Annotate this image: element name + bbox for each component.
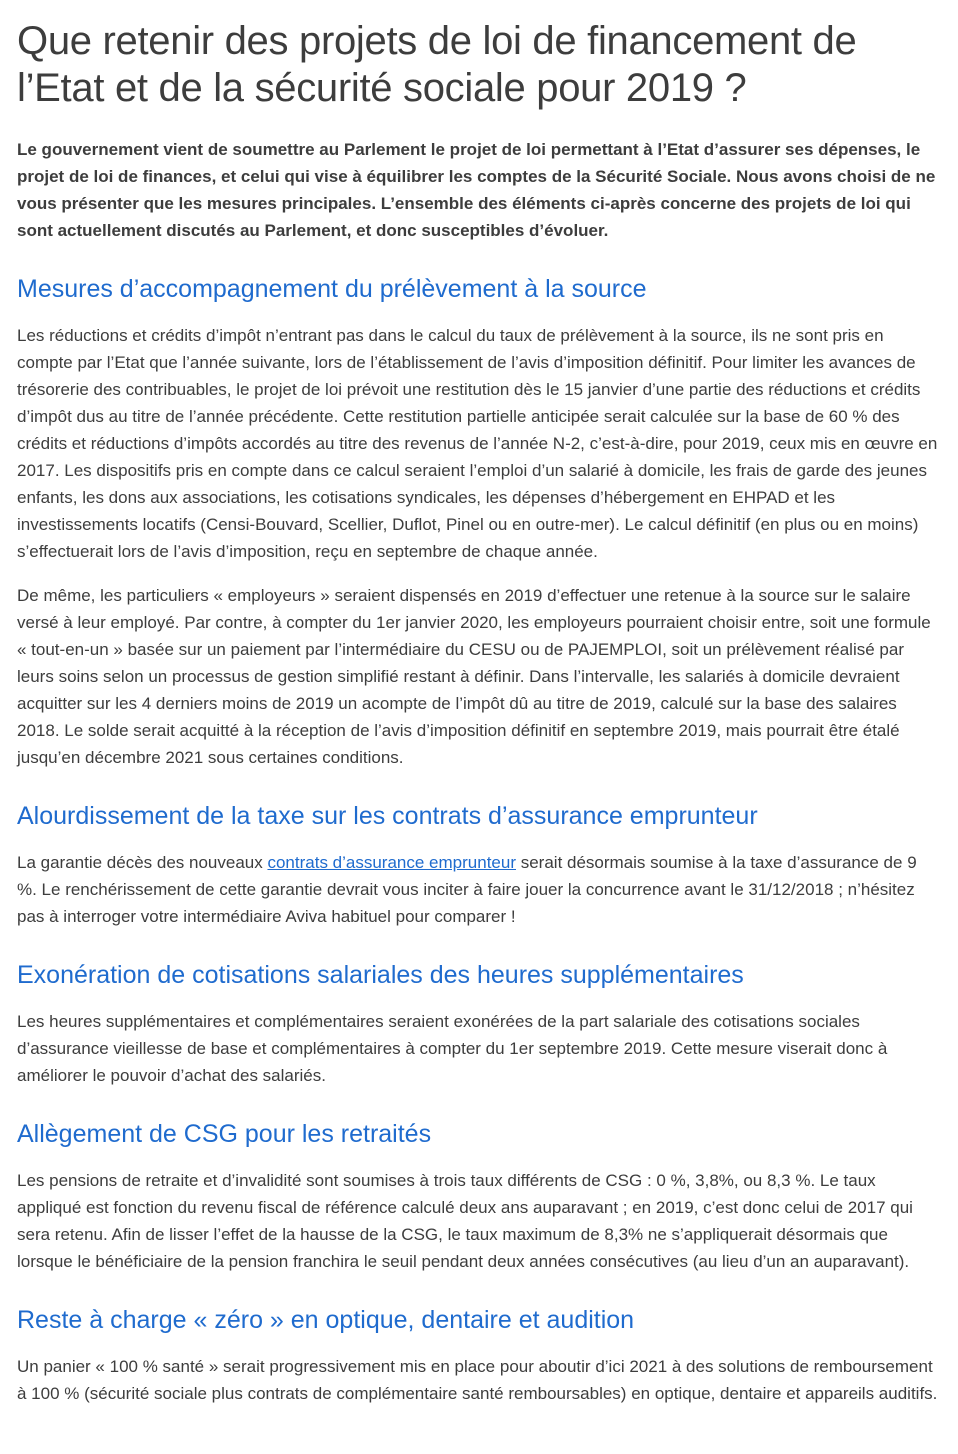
section-heading-allegement-csg: Allègement de CSG pour les retraités [17,1120,432,1149]
body-paragraph: De même, les particuliers « employeurs » seraient dispensés en 2019 d’effectuer une retenue à la source sur le salaire versé à leur employé. Par contre, à compter du 1er janvier 2020, les employeurs pourraient choisir entre, soit une formule « tout-en-un » basée sur un paiement par l’intermédiaire du CESU ou de PAJEMPLOI, soit un prélèvement réalisé par leurs soins selon un processus de gestion simplifié restant à définir. Dans l’intervalle, les salariés à domicile devraient acquitter sur les 4 derniers moins de 2019 un acompte de l’impôt dû au titre de 2019, calculé sur la base des salaires 2018. Le solde serait acquitté à la réception de l’avis d’imposition définitif en septembre 2019, mais pourrait être étalé jusqu’en décembre 2021 sous certaines conditions. [17,586,931,768]
body-paragraph: Un panier « 100 % santé » serait progressivement mis en place pour aboutir d’ici 2021 à des solutions de remboursement à 100 % (sécurité sociale plus contrats de complémentaire santé remboursables) en optique, dentaire et appareils auditifs. [17,1357,938,1404]
contrats-assurance-emprunteur-link[interactable]: contrats d’assurance emprunteur [267,853,516,873]
paragraph-text-after-link: serait désormais soumise à la taxe d’assurance de 9 %. Le renchérissement de cette garantie devrait vous inciter à faire jouer la concurrence avant le 31/12/2018 ; n’hésitez pas à interroger votre intermédiaire Aviva habituel pour comparer ! [17,853,917,927]
section-heading-prelevement-source: Mesures d’accompagnement du prélèvement à la source [17,275,647,304]
section-heading-taxe-assurance-emprunteur: Alourdissement de la taxe sur les contrats d’assurance emprunteur [17,802,758,831]
section-heading-exoneration-heures-sup: Exonération de cotisations salariales des heures supplémentaires [17,961,744,990]
intro-paragraph: Le gouvernement vient de soumettre au Parlement le projet de loi permettant à l’Etat d’assurer ses dépenses, le projet de loi de finances, et celui qui vise à équilibrer les comptes de la Sécurité Sociale. Nous avons choisi de ne vous présenter que les mesures principales. L’ensemble des éléments ci-après concerne des projets de loi qui sont actuellement discutés au Parlement, et donc susceptibles d’évoluer. [17,140,936,241]
paragraph-text-before-link: La garantie décès des nouveaux [17,853,268,873]
body-paragraph [17,849,941,930]
page-title: Que retenir des projets de loi de financement de l’Etat et de la sécurité sociale pour 2019 ? [17,19,857,111]
section-reste-a-charge-zero [17,1305,941,1407]
section-exoneration-heures-sup [17,960,941,1089]
section-allegement-csg [17,1119,941,1275]
section-heading-reste-a-charge-zero: Reste à charge « zéro » en optique, dentaire et audition [17,1306,635,1335]
section-prelevement-source [17,274,941,771]
body-paragraph: Les réductions et crédits d’impôt n’entrant pas dans le calcul du taux de prélèvement à la source, ils ne sont pris en compte par l’Etat que l’année suivante, lors de l’établissement de l’avis d’imposition définitif. Pour limiter les avances de trésorerie des contribuables, le projet de loi prévoit une restitution dès le 15 janvier d’une partie des réductions et crédits d’impôt dus au titre de l’année précédente. Cette restitution partielle anticipée serait calculée sur la base de 60 % des crédits et réductions d’impôts accordés au titre des revenus de l’année N-2, c’est-à-dire, pour 2019, ceux mis en œuvre en 2017. Les dispositifs pris en compte dans ce calcul seraient l’emploi d’un salarié à domicile, les frais de garde des jeunes enfants, les dons aux associations, les cotisations syndicales, les dépenses d’hébergement en EHPAD et les investissements locatifs (Censi-Bouvard, Scellier, Duflot, Pinel ou en outre-mer). Le calcul définitif (en plus ou en moins) s’effectuerait lors de l’avis d’imposition, reçu en septembre de chaque année. [17,326,938,562]
section-taxe-assurance-emprunteur [17,801,941,930]
body-paragraph: Les heures supplémentaires et complémentaires seraient exonérées de la part salariale des cotisations sociales d’assurance vieillesse de base et complémentaires à compter du 1er septembre 2019. Cette mesure viserait donc à améliorer le pouvoir d’achat des salariés. [17,1012,888,1086]
body-paragraph: Les pensions de retraite et d’invalidité sont soumises à trois taux différents de CSG : 0 %, 3,8%, ou 8,3 %. Le taux appliqué est fonction du revenu fiscal de référence calculé deux ans auparavant ; en 2019, c’est donc celui de 2017 qui sera retenu. Afin de lisser l’effet de la hausse de la CSG, le taux maximum de 8,3% ne s’appliquerait désormais que lorsque le bénéficiaire de la pension franchira le seuil pendant deux années consécutives (au lieu d’un an auparavant). [17,1171,913,1272]
